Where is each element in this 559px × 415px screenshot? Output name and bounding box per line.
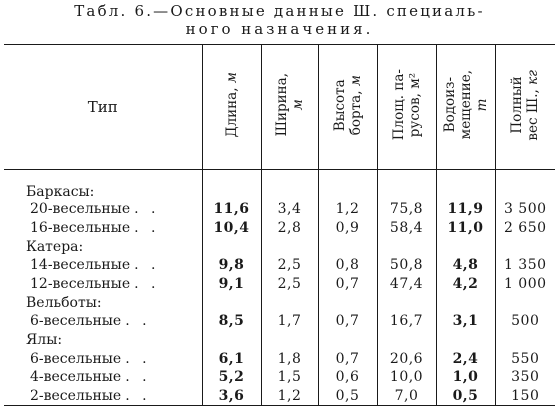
table-cell: 1 350	[495, 256, 555, 275]
row-type-name: 16-весельные	[30, 219, 131, 236]
table-cell: 550	[495, 349, 555, 368]
table-cell: 0,7	[318, 312, 377, 331]
row-label	[4, 349, 202, 368]
table-cell: 1,2	[261, 387, 318, 406]
table-cell: 0,5	[318, 387, 377, 406]
table-cell: 0,7	[318, 349, 377, 368]
table-cell: 20,6	[377, 349, 436, 368]
group-label: Вельботы:	[26, 294, 102, 311]
table-cell: 0,8	[318, 256, 377, 275]
table-cell: 3,1	[436, 312, 495, 331]
type-header: Тип	[4, 45, 202, 170]
table-row	[4, 200, 555, 219]
row-label	[4, 256, 202, 275]
caption-line-2: ного назначения.	[185, 20, 374, 38]
table-cell: 0,5	[436, 387, 495, 406]
table-row	[4, 387, 555, 406]
row-label	[4, 387, 202, 406]
table-row	[4, 312, 555, 331]
empty-cell	[261, 293, 318, 312]
empty-cell	[495, 237, 555, 256]
empty-cell	[318, 293, 377, 312]
row-type-name: 6-весельные	[30, 350, 122, 367]
empty-cell	[495, 331, 555, 350]
empty-cell	[436, 293, 495, 312]
empty-cell	[377, 170, 436, 200]
table-cell: 1,2	[318, 200, 377, 219]
row-label	[4, 312, 202, 331]
table-cell: 4,2	[436, 275, 495, 294]
table-cell: 4,8	[436, 256, 495, 275]
row-type-name: 6-весельные	[30, 313, 122, 330]
table-row	[4, 256, 555, 275]
leader-dots: . .	[134, 257, 160, 274]
row-type-name: 20-весельные	[30, 201, 131, 218]
empty-cell	[318, 331, 377, 350]
leader-dots: . .	[125, 350, 151, 367]
empty-cell	[495, 170, 555, 200]
table-cell: 8,5	[202, 312, 261, 331]
row-label	[4, 275, 202, 294]
table-cell: 6,1	[202, 349, 261, 368]
table-row	[4, 219, 555, 238]
empty-cell	[436, 331, 495, 350]
header-row	[4, 45, 555, 170]
leader-dots: . .	[125, 369, 151, 386]
table-cell: 11,9	[436, 200, 495, 219]
table-cell: 10,0	[377, 368, 436, 387]
group-row	[4, 237, 555, 256]
table-cell: 75,8	[377, 200, 436, 219]
table-cell: 11,0	[436, 219, 495, 238]
empty-cell	[202, 170, 261, 200]
table-cell: 0,6	[318, 368, 377, 387]
empty-cell	[202, 331, 261, 350]
table-cell: 0,7	[318, 275, 377, 294]
row-label	[4, 200, 202, 219]
specs-table	[4, 44, 555, 406]
table-cell: 500	[495, 312, 555, 331]
table-cell: 350	[495, 368, 555, 387]
table-cell: 2 650	[495, 219, 555, 238]
table-row	[4, 368, 555, 387]
leader-dots: . .	[134, 219, 160, 236]
table-cell: 47,4	[377, 275, 436, 294]
empty-cell	[436, 237, 495, 256]
empty-cell	[377, 237, 436, 256]
row-type-name: 4-весельные	[30, 369, 122, 386]
leader-dots: . .	[134, 201, 160, 218]
table-cell: 9,8	[202, 256, 261, 275]
group-label: Ялы:	[26, 331, 63, 348]
row-type-name: 2-весельные	[30, 387, 122, 404]
leader-dots: . .	[134, 275, 160, 292]
empty-cell	[495, 293, 555, 312]
table-cell: 3,6	[202, 387, 261, 406]
empty-cell	[318, 170, 377, 200]
table-cell: 50,8	[377, 256, 436, 275]
table-cell: 1,5	[261, 368, 318, 387]
row-type-name: 12-весельные	[30, 275, 131, 292]
col-header-sail-area: Площ. па- русов, м²	[377, 45, 436, 170]
table-cell: 2,5	[261, 256, 318, 275]
leader-dots: . .	[125, 387, 151, 404]
table-cell: 150	[495, 387, 555, 406]
table-body	[4, 170, 555, 406]
group-row	[4, 170, 555, 200]
table-cell: 2,5	[261, 275, 318, 294]
table-cell: 5,2	[202, 368, 261, 387]
col-header-side-height: Высота борта, м	[318, 45, 377, 170]
empty-cell	[436, 170, 495, 200]
group-label: Баркасы:	[26, 183, 95, 200]
table-cell: 10,4	[202, 219, 261, 238]
col-header-width: Ширина, м	[261, 45, 318, 170]
table-cell: 2,8	[261, 219, 318, 238]
row-label	[4, 219, 202, 238]
table-cell: 0,9	[318, 219, 377, 238]
group-row	[4, 331, 555, 350]
table-cell: 58,4	[377, 219, 436, 238]
table-cell: 7,0	[377, 387, 436, 406]
empty-cell	[202, 293, 261, 312]
table-cell: 3 500	[495, 200, 555, 219]
table-cell: 1,7	[261, 312, 318, 331]
col-header-length: Длина, м	[202, 45, 261, 170]
col-header-displacement: Водоиз- мещение, т	[436, 45, 495, 170]
table-row	[4, 349, 555, 368]
table-cell: 1 000	[495, 275, 555, 294]
leader-dots: . .	[125, 313, 151, 330]
empty-cell	[318, 237, 377, 256]
table-cell: 16,7	[377, 312, 436, 331]
group-row	[4, 293, 555, 312]
empty-cell	[261, 170, 318, 200]
table-cell: 9,1	[202, 275, 261, 294]
group-label: Катера:	[26, 238, 84, 255]
table-cell: 1,8	[261, 349, 318, 368]
empty-cell	[261, 331, 318, 350]
table-cell: 3,4	[261, 200, 318, 219]
col-header-total-weight: Полный вес Ш., кг	[495, 45, 555, 170]
table-cell: 2,4	[436, 349, 495, 368]
empty-cell	[202, 237, 261, 256]
caption-line-1: Табл. 6.—Основные данные Ш. специаль-	[74, 2, 485, 20]
row-label	[4, 368, 202, 387]
empty-cell	[261, 237, 318, 256]
table-cell: 11,6	[202, 200, 261, 219]
table-cell: 1,0	[436, 368, 495, 387]
row-type-name: 14-весельные	[30, 257, 131, 274]
table-caption	[0, 2, 559, 38]
empty-cell	[377, 331, 436, 350]
empty-cell	[377, 293, 436, 312]
table-row	[4, 275, 555, 294]
